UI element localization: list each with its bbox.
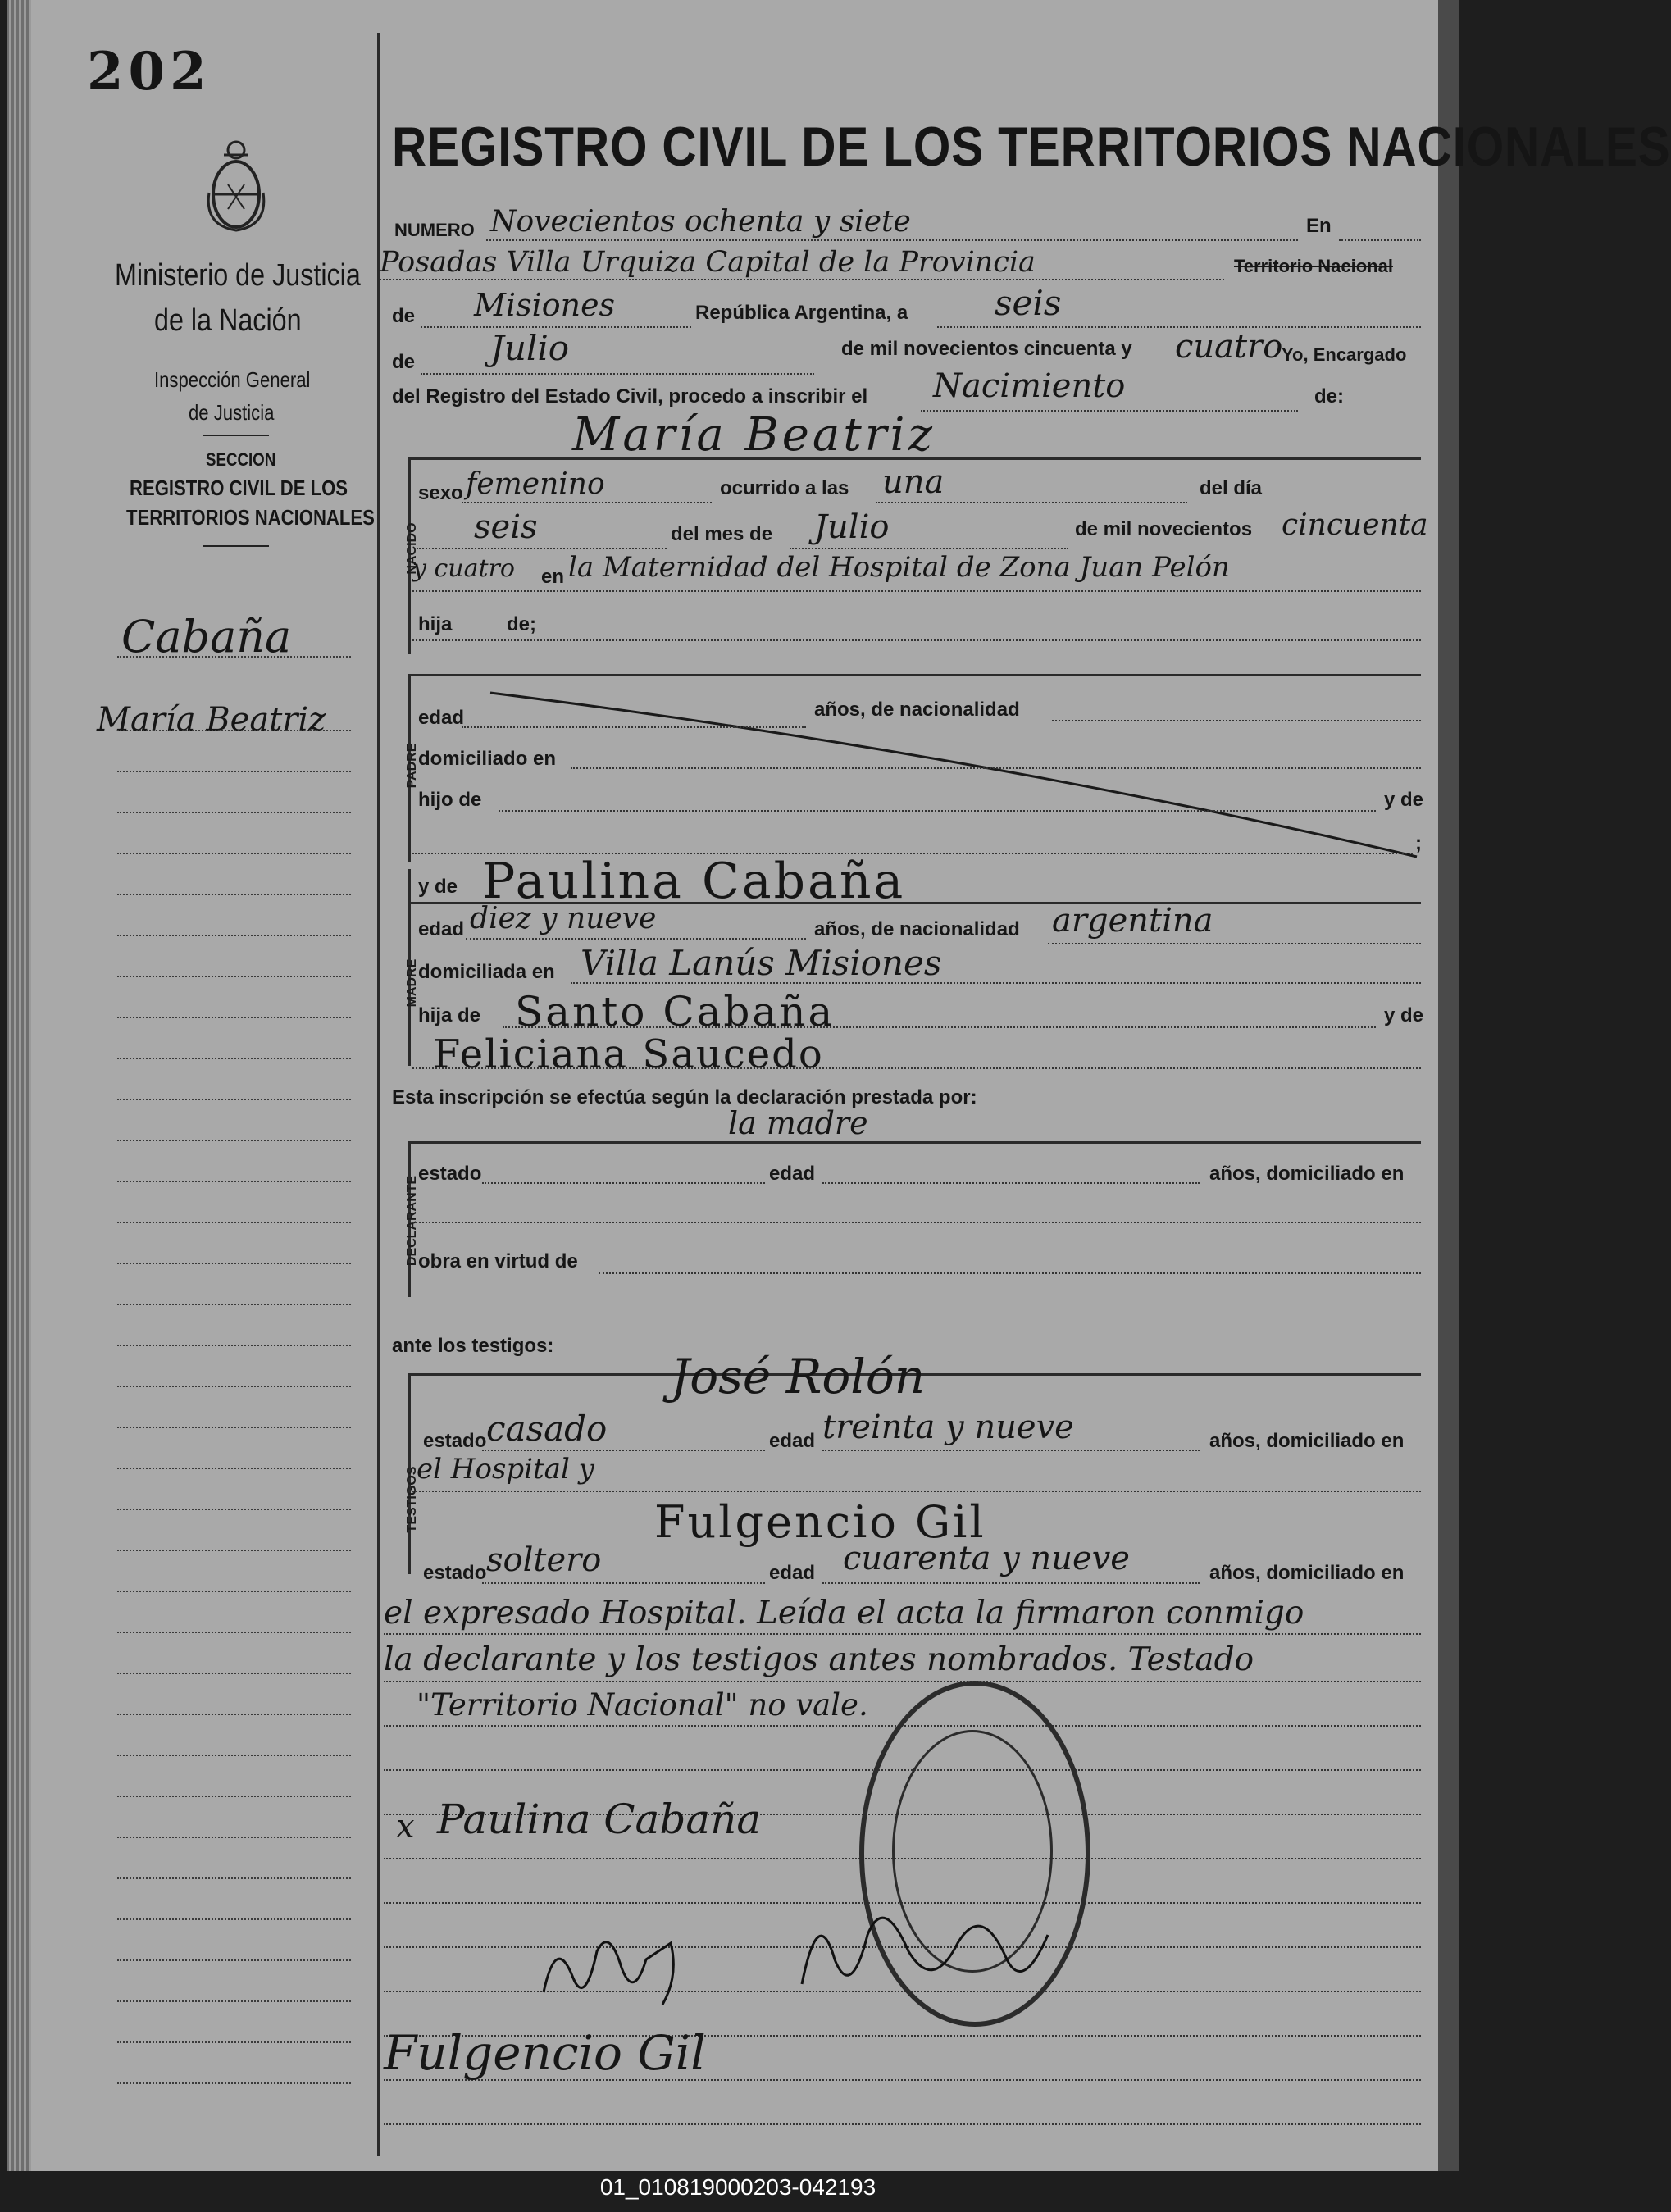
dotted-rule (462, 502, 712, 503)
place-value: Posadas Villa Urquiza Capital de la Provincia (380, 246, 1036, 279)
de-label: de (392, 305, 416, 327)
witness1-edad: treinta y nueve (822, 1409, 1074, 1446)
sidebar-rule (117, 812, 351, 813)
madre-edad-value: diez y nueve (470, 902, 657, 935)
dotted-rule (599, 1272, 1421, 1274)
witness2-estado-label: estado (423, 1562, 487, 1584)
sidebar-rule (117, 1714, 351, 1715)
anio-label: de mil novecientos (1075, 518, 1253, 540)
sidebar-rule (117, 1386, 351, 1387)
madre-mother-value: Feliciana Saucedo (433, 1031, 824, 1077)
dotted-rule (571, 982, 1421, 984)
mes-label: del mes de (671, 523, 773, 545)
sidebar-rule (117, 976, 351, 977)
sidebar-rule (117, 1918, 351, 1920)
witness1-estado-label: estado (423, 1430, 487, 1452)
dia-value: seis (474, 508, 538, 546)
dotted-rule (462, 726, 806, 728)
dotted-rule (417, 548, 667, 549)
sidebar-rule (117, 1550, 351, 1551)
image-id-caption: 01_010819000203-042193 (599, 2174, 876, 2200)
padre-edad-label: edad (418, 707, 465, 729)
sidebar-rule (117, 1345, 351, 1346)
padre-nacionalidad-label: años, de nacionalidad (814, 699, 1020, 721)
ministry-line-1: Ministerio de Justicia (115, 258, 361, 293)
dotted-rule (822, 1182, 1200, 1184)
inspection-line-1: Inspección General (154, 367, 311, 392)
dotted-rule (384, 1633, 1421, 1635)
madre-label: MADRE (405, 958, 419, 1008)
sidebar-rule (117, 1058, 351, 1059)
page-edge (1438, 0, 1459, 2171)
yo-label: Yo, Encargado (1282, 344, 1407, 365)
dotted-rule (499, 810, 1376, 812)
sidebar-rule (117, 1099, 351, 1100)
section-rule (408, 1141, 1421, 1144)
dotted-rule (571, 767, 1421, 769)
dotted-rule (380, 279, 1224, 280)
dotted-rule (482, 1182, 765, 1184)
mes-value: Julio (814, 508, 890, 546)
sidebar-rule (117, 730, 351, 731)
en-label: En (1306, 215, 1332, 237)
numero-label: NUMERO (394, 220, 475, 240)
anio-value-2: y cuatro (412, 554, 515, 583)
column-divider (377, 33, 380, 2156)
madre-edad-label: edad (418, 918, 465, 940)
sidebar-rule (117, 1140, 351, 1141)
signature-scribble-2 (794, 1886, 1056, 2009)
dotted-rule (921, 410, 1298, 412)
declaracion-value: la madre (728, 1105, 868, 1141)
sidebar-given-names: María Beatriz (97, 701, 326, 739)
dotted-rule (412, 639, 1421, 641)
witness1-edad-label: edad (769, 1430, 816, 1452)
section-rule-2 (203, 545, 269, 547)
witness1-dom: el Hospital y (417, 1453, 594, 1486)
madre-y-de-label: y de (418, 876, 458, 898)
dotted-rule (412, 1222, 1421, 1223)
dotted-rule (482, 1582, 765, 1584)
dia-label: del día (1200, 477, 1263, 499)
declaracion-text: Esta inscripción se efectúa según la declaración prestada por: (392, 1086, 977, 1108)
declarante-domicilio-label: años, domiciliado en (1209, 1163, 1405, 1185)
dotted-rule (412, 1491, 1421, 1492)
numero-value: Novecientos ochenta y siete (490, 205, 911, 239)
sidebar-rule (117, 1017, 351, 1018)
sidebar-rule (117, 2000, 351, 2002)
year-value: cuatro (1175, 328, 1283, 366)
register-page (7, 0, 1671, 2171)
witness1-name: José Rolón (671, 1349, 926, 1404)
day-value: seis (995, 283, 1062, 323)
month-value: Julio (490, 328, 570, 368)
dotted-rule (876, 502, 1187, 503)
signature-scribble-1 (540, 1927, 687, 2017)
nacido-label: NACIDO (405, 522, 419, 575)
sidebar-rule (117, 935, 351, 936)
note-line-2: la declarante y los testigos antes nombrados. Testado (384, 1641, 1254, 1678)
lugar-label: en (541, 566, 565, 588)
dotted-rule (421, 373, 814, 375)
de2-label: de (392, 351, 416, 373)
note-line-1: el expresado Hospital. Leída el acta la firmaron conmigo (384, 1595, 1304, 1632)
sidebar-surname: Cabaña (121, 611, 292, 662)
section-rule-1 (203, 435, 269, 436)
x-mark: x (396, 1808, 415, 1846)
sidebar-rule (117, 1591, 351, 1592)
witness1-estado: casado (486, 1409, 608, 1449)
hora-label: ocurrido a las (720, 477, 849, 499)
dotted-rule (822, 1582, 1200, 1584)
sidebar-rule (117, 2082, 351, 2084)
padre-domicilio-label: domiciliado en (418, 748, 557, 770)
signature-fulgencio: Fulgencio Gil (384, 2025, 706, 2081)
declarante-estado-label: estado (418, 1163, 482, 1185)
sidebar-rule (117, 894, 351, 895)
madre-domicilio-value: Villa Lanús Misiones (581, 943, 942, 983)
sidebar-rule (117, 1959, 351, 1961)
declarante-label: DECLARANTE (405, 1175, 419, 1267)
nacido-de-label: de; (507, 613, 536, 635)
de3-label: de: (1314, 385, 1344, 407)
hija-label: hija (418, 613, 453, 635)
dotted-rule (412, 1067, 1421, 1069)
dotted-rule (1048, 943, 1421, 944)
territorio-label: Territorio Nacional (1234, 256, 1393, 276)
republica-label: República Argentina, a (695, 302, 908, 324)
anio-value-1: cincuenta (1282, 508, 1428, 542)
sidebar-rule (117, 1837, 351, 1838)
padre-punct: ; (1415, 832, 1422, 854)
sidebar-rule (117, 1509, 351, 1510)
sidebar-rule (117, 1468, 351, 1469)
sidebar-rule (117, 656, 351, 658)
sidebar-rule (117, 853, 351, 854)
madre-father-value: Santo Cabaña (515, 988, 836, 1035)
dotted-rule (384, 2123, 1421, 2125)
page-binding (7, 0, 31, 2171)
sexo-label: sexo (418, 482, 463, 504)
lugar-value: la Maternidad del Hospital de Zona Juan Pelón (568, 551, 1230, 584)
section-line-2: REGISTRO CIVIL DE LOS (130, 476, 348, 500)
sidebar-rule (117, 1796, 351, 1797)
sidebar-rule (117, 1263, 351, 1264)
signature-paulina: Paulina Cabaña (437, 1796, 762, 1843)
sidebar-rule (117, 1673, 351, 1674)
padre-y-de-label: y de (1384, 789, 1424, 811)
sidebar-rule (117, 1755, 351, 1756)
child-name: María Beatriz (572, 408, 936, 462)
dotted-rule (384, 1681, 1421, 1682)
coat-of-arms-icon (207, 135, 265, 234)
madre-hija-label: hija de (418, 1004, 481, 1026)
madre-nacionalidad-value: argentina (1052, 902, 1213, 940)
sidebar-rule (117, 771, 351, 772)
witness1-dom-label: años, domiciliado en (1209, 1430, 1405, 1452)
dotted-rule (822, 1450, 1200, 1451)
sidebar-rule (117, 1877, 351, 1879)
dotted-rule (503, 1026, 1376, 1028)
dotted-rule (466, 938, 806, 940)
document-title: REGISTRO CIVIL DE LOS TERRITORIOS NACIONALES (392, 116, 1671, 178)
registro-label: del Registro del Estado Civil, procedo a inscribir el (392, 385, 868, 407)
testigos-intro: ante los testigos: (392, 1335, 554, 1357)
madre-y-de2-label: y de (1384, 1004, 1424, 1026)
sexo-value: femenino (466, 467, 605, 501)
sidebar-rule (117, 1181, 351, 1182)
witness2-dom-label: años, domiciliado en (1209, 1562, 1405, 1584)
sidebar-rule (117, 1427, 351, 1428)
dotted-rule (486, 239, 1298, 241)
year-label: de mil novecientos cincuenta y (841, 338, 1132, 360)
page-number: 202 (87, 41, 212, 102)
dotted-rule (790, 548, 1068, 549)
madre-nacionalidad-label: años, de nacionalidad (814, 918, 1020, 940)
sidebar-rule (117, 2041, 351, 2043)
madre-name: Paulina Cabaña (482, 853, 906, 910)
dotted-rule (482, 1450, 765, 1451)
hora-value: una (882, 463, 945, 501)
dotted-rule (412, 590, 1421, 592)
witness2-edad: cuarenta y nueve (843, 1540, 1130, 1577)
section-line-1: SECCION (206, 449, 276, 470)
dotted-rule (1339, 239, 1421, 241)
dotted-rule (1052, 720, 1421, 721)
sidebar-rule (117, 1304, 351, 1305)
province-value: Misiones (474, 287, 616, 323)
inspection-line-2: de Justicia (189, 400, 275, 425)
section-rule (408, 457, 1421, 460)
padre-label: PADRE (405, 743, 419, 789)
sidebar-rule (117, 1632, 351, 1633)
declarante-edad-label: edad (769, 1163, 816, 1185)
note-line-3: "Territorio Nacional" no vale. (417, 1687, 868, 1723)
ministry-line-2: de la Nación (154, 303, 302, 338)
witness2-name: Fulgencio Gil (654, 1496, 986, 1548)
section-rule (408, 674, 1421, 676)
witness2-estado: soltero (486, 1541, 602, 1579)
sidebar-rule (117, 1222, 351, 1223)
obra-label: obra en virtud de (418, 1250, 578, 1272)
testigos-label: TESTIGOS (405, 1466, 419, 1533)
madre-domicilio-label: domiciliada en (418, 961, 555, 983)
witness2-edad-label: edad (769, 1562, 816, 1584)
section-line-3: TERRITORIOS NACIONALES (126, 505, 375, 530)
padre-hijo-label: hijo de (418, 789, 482, 811)
act-type-value: Nacimiento (933, 367, 1126, 405)
